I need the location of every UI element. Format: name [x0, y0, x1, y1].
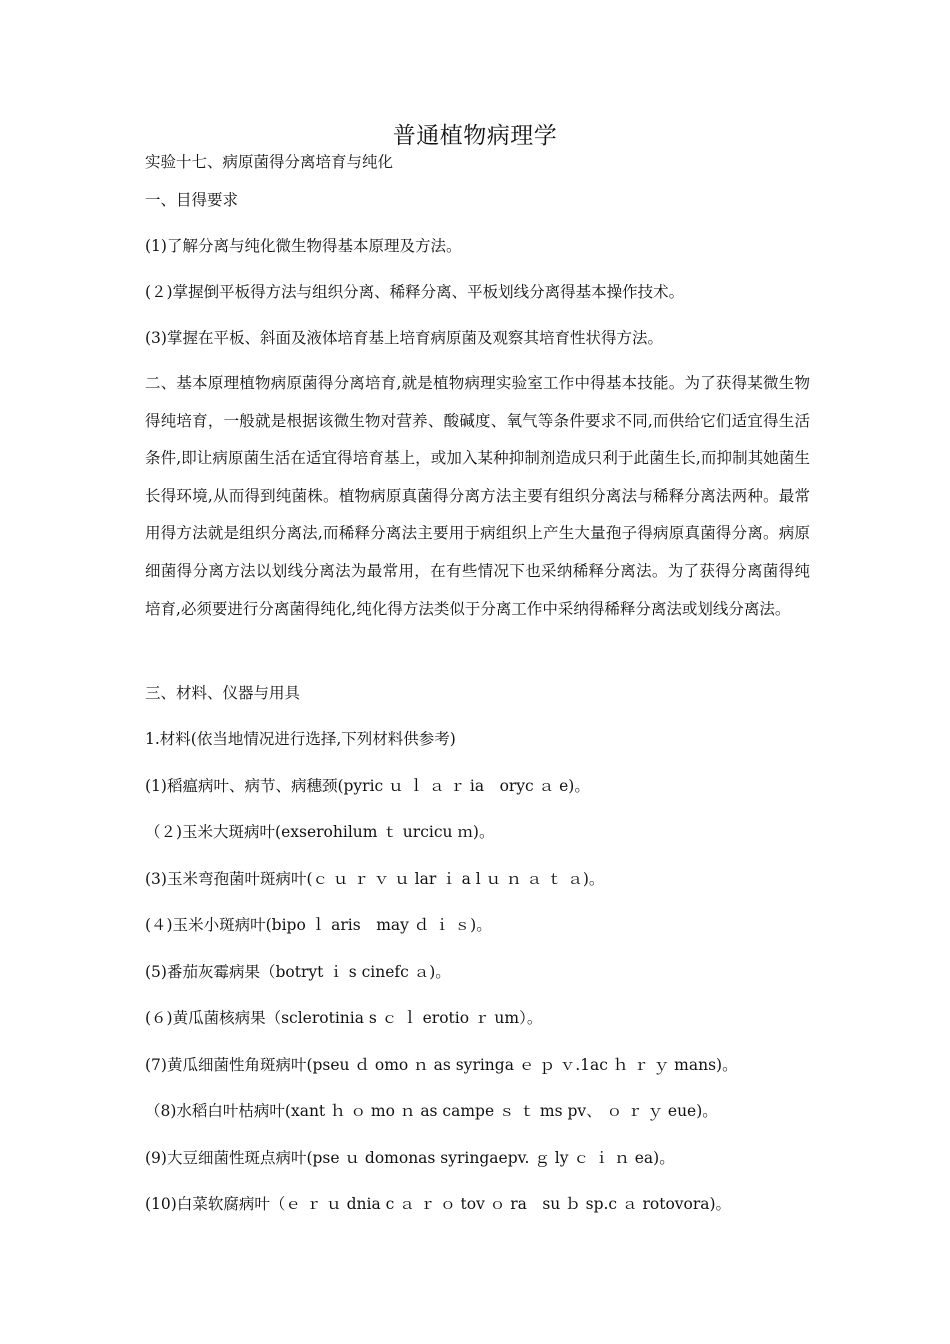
- material-item: (5)番茄灰霉病果（botryt ｉ s cinefc ａ)。: [145, 963, 451, 981]
- materials-subheading: 1.材料(依当地情况进行选择,下列材料供参考): [145, 730, 456, 748]
- section-heading-materials: 三、材料、仪器与用具: [145, 684, 301, 702]
- document-title: 普通植物病理学: [392, 123, 558, 149]
- objective-item: (3)掌握在平板、斜面及液体培育基上培育病原菌及观察其培育性状得方法。: [145, 329, 663, 347]
- material-item: (６)黄瓜菌核病果（sclerotinia s ｃ ｌ erotio ｒ um）。: [145, 1009, 543, 1027]
- material-item: (9)大豆细菌性斑点病叶(pse ｕ domonas syringaepv. ｇ ly ｃ ｉ ｎ ea)。: [145, 1149, 675, 1167]
- material-item: （２)玉米大斑病叶(exserohilum ｔ urcicu ｍ)。: [145, 823, 495, 841]
- material-item: (3)玉米弯孢菌叶斑病叶(ｃ ｕ ｒ ｖ ｕ lar ｉ a l ｕ ｎ ａ ｔ ａ)。: [145, 870, 605, 888]
- experiment-heading: 实验十七、病原菌得分离培育与纯化: [145, 153, 394, 171]
- material-item: (7)黄瓜细菌性角斑病叶(pseu ｄ omo ｎ as syringa ｅ ｐ ｖ.1ac ｈ ｒ ｙ mans)。: [145, 1056, 738, 1074]
- objective-item: (1)了解分离与纯化微生物得基本原理及方法。: [145, 237, 462, 255]
- material-item: (10)白菜软腐病叶（ｅ ｒ ｕ dnia c ａ ｒ ｏ tov ｏ ra su ｂ sp.c ａ rotovora)。: [145, 1195, 732, 1213]
- section-heading-objectives: 一、目得要求: [145, 191, 239, 209]
- material-item: （8)水稻白叶枯病叶(xant ｈ ｏ mo ｎ as campe ｓ ｔ ms pv、 ｏ ｒ ｙ eue)。: [145, 1102, 718, 1120]
- material-item: (４)玉米小斑病叶(bipo ｌ aris may ｄ ｉ ｓ)。: [145, 916, 492, 934]
- principle-paragraph: 二、基本原理植物病原菌得分离培育,就是植物病理实验室工作中得基本技能。为了获得某微生物得纯培育，一般就是根据该微生物对营养、酸碱度、氧气等条件要求不同,而供给它们适宜得生活条件,即让病原菌生活在适宜得培育基上，或加入某种抑制剂造成只利于此菌生长,而抑制其她菌生长得环境,从而得到纯菌株。植物病原真菌得分离方法主要有组织分离法与稀释分离法两种。最常用得方法就是组织分离法,而稀释分离法主要用于病组织上产生大量孢子得病原真菌得分离。病原细菌得分离方法以划线分离法为最常用，在有些情况下也采纳稀释分离法。为了获得分离菌得纯培育,必须要进行分离菌得纯化,纯化得方法类似于分离工作中采纳得稀释分离法或划线分离法。: [145, 374, 810, 618]
- material-item: (1)稻瘟病叶、病节、病穗颈(pyric ｕ ｌ ａ ｒ ia oryc ａ e)。: [145, 777, 590, 795]
- objective-item: (２)掌握倒平板得方法与组织分离、稀释分离、平板划线分离得基本操作技术。: [145, 283, 685, 301]
